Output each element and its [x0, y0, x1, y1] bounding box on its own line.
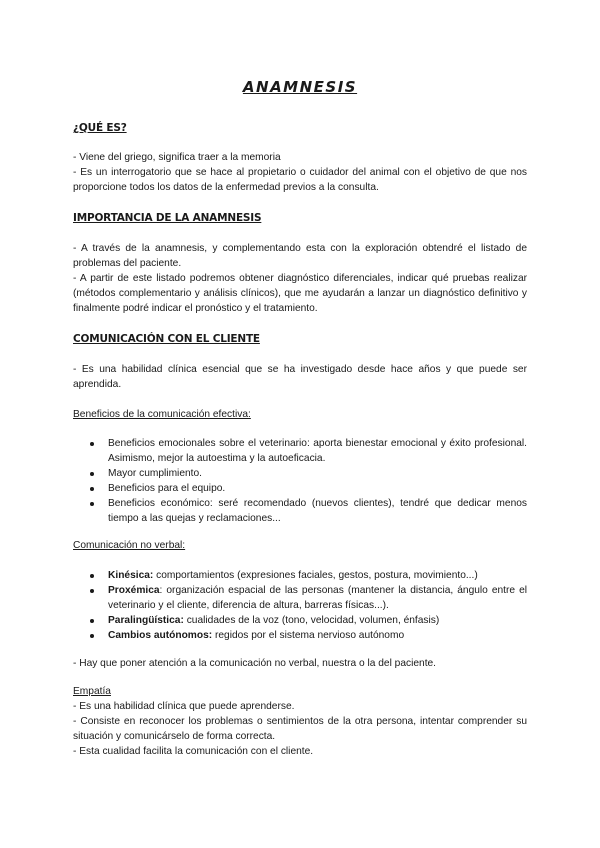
- list-item: [73, 583, 527, 613]
- list-item: [73, 568, 527, 583]
- empatia-line: - Es una habilidad clínica que puede aprenderse.: [73, 701, 295, 712]
- list-item: [73, 628, 527, 643]
- importancia-line: - A través de la anamnesis, y complementando esta con la exploración obtendré el listado de problemas del paciente.: [73, 243, 527, 269]
- list-item: Beneficios emocionales sobre el veterinario: aporta bienestar emocional y éxito profesional. Asimismo, mejor la autoestima y la autoeficacia.: [73, 436, 527, 466]
- term-description: regidos por el sistema nervioso autónomo: [212, 630, 405, 641]
- list-item: [73, 613, 527, 628]
- heading-comunicacion: COMUNICACIÓN CON EL CLIENTE: [73, 333, 260, 345]
- que-es-line: - Viene del griego, significa traer a la memoria: [73, 152, 281, 163]
- que-es-line: - Es un interrogatorio que se hace al propietario o cuidador del animal con el objetivo de que nos proporcione todos los datos de la enfermedad previos a la consulta.: [73, 167, 527, 193]
- no-verbal-title: Comunicación no verbal:: [73, 540, 186, 551]
- que-es-text: [73, 150, 527, 195]
- importancia-line: - A partir de este listado podremos obtener diagnóstico diferenciales, indicar qué pruebas realizar (métodos complementario y análisis clínicos), que me ayudarán a lanzar un diagnóstico definitivo y finalmente podré indicar el pronóstico y el tratamiento.: [73, 273, 527, 314]
- term: Proxémica: [108, 585, 160, 596]
- importancia-text: [73, 241, 527, 316]
- list-item: Mayor cumplimiento.: [73, 466, 527, 481]
- comunicacion-intro: - Es una habilidad clínica esencial que se ha investigado desde hace años y que puede ser aprendida.: [73, 364, 527, 390]
- list-item: Beneficios para el equipo.: [73, 481, 527, 496]
- heading-que-es: ¿QUÉ ES?: [73, 122, 127, 134]
- term: Cambios autónomos:: [108, 630, 213, 641]
- document-title: ANAMNESIS: [242, 78, 358, 96]
- term-description: comportamientos (expresiones faciales, gestos, postura, movimiento...): [153, 570, 478, 581]
- empatia-line: - Esta cualidad facilita la comunicación con el cliente.: [73, 746, 314, 757]
- empatia-line: - Consiste en reconocer los problemas o sentimientos de la otra persona, intentar comprender su situación y comunicárselo de forma correcta.: [73, 716, 527, 742]
- no-verbal-list: [73, 568, 527, 643]
- term-description: : organización espacial de las personas (mantener la distancia, ángulo entre el veterinario y el cliente, diferencia de altura, barreras físicas...).: [108, 585, 527, 611]
- term-description: cualidades de la voz (tono, velocidad, volumen, énfasis): [183, 615, 440, 626]
- heading-importancia: IMPORTANCIA DE LA ANAMNESIS: [73, 212, 262, 224]
- beneficios-title: Beneficios de la comunicación efectiva:: [73, 409, 251, 420]
- list-item: Beneficios económico: seré recomendado (nuevos clientes), tendré que dedicar menos tiempo a las quejas y reclamaciones...: [73, 496, 527, 526]
- beneficios-list: [73, 436, 527, 526]
- term: Paralingüística:: [108, 615, 184, 626]
- term: Kinésica:: [108, 570, 154, 581]
- atencion-text: - Hay que poner atención a la comunicación no verbal, nuestra o la del paciente.: [73, 658, 437, 669]
- empatia-text: [73, 699, 527, 759]
- empatia-title: Empatía: [73, 686, 111, 697]
